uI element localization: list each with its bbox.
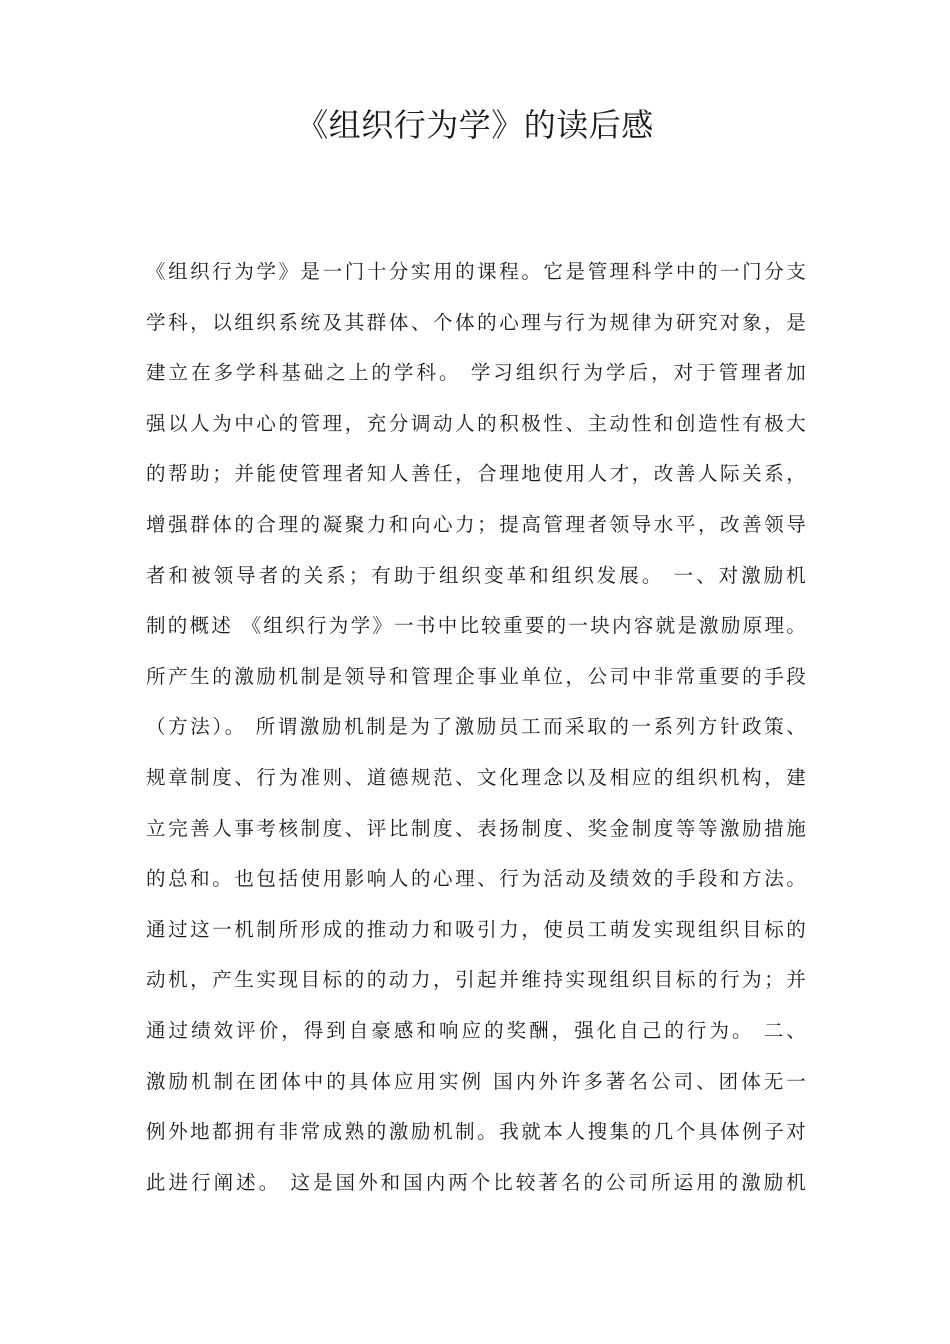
text-line: 建立在多学科基础之上的学科。 学习组织行为学后，对于管理者加 [146,361,806,385]
text-line: 激励机制在团体中的具体应用实例 国内外许多著名公司、团体无一 [146,1069,806,1093]
text-line: 所产生的激励机制是领导和管理企事业单位，公司中非常重要的手段 [146,664,806,688]
text-line: 《组织行为学》是一门十分实用的课程。它是管理科学中的一门分支 [146,260,806,283]
text-line: 的帮助；并能使管理者知人善任，合理地使用人才，改善人际关系， [146,462,806,486]
text-line: 通过这一机制所形成的推动力和吸引力，使员工萌发实现组织目标的 [146,917,806,941]
text-line: 动机，产生实现目标的的动力，引起并维持实现组织目标的行为；并 [146,968,806,992]
text-line: 立完善人事考核制度、评比制度、表扬制度、奖金制度等等激励措施 [146,816,806,840]
text-line: 通过绩效评价，得到自豪感和响应的奖酬，强化自己的行为。 二、 [146,1018,806,1042]
text-line: 增强群体的合理的凝聚力和向心力；提高管理者领导水平，改善领导 [146,512,806,536]
text-line: 例外地都拥有非常成熟的激励机制。我就本人搜集的几个具体例子对 [146,1120,806,1144]
text-line: 强以人为中心的管理，充分调动人的积极性、主动性和创造性有极大 [146,411,806,435]
text-line: 规章制度、行为准则、道德规范、文化理念以及相应的组织机构，建 [146,765,806,789]
text-line: （方法）。 所谓激励机制是为了激励员工而采取的一系列方针政策、 [146,715,806,739]
text-line: 者和被领导者的关系；有助于组织变革和组织发展。 一、对激励机 [146,563,806,587]
text-line: 制的概述 《组织行为学》一书中比较重要的一块内容就是激励原理。 [146,614,806,638]
text-line: 学科，以组织系统及其群体、个体的心理与行为规律为研究对象，是 [146,310,806,334]
document-title: 《组织行为学》的读后感 [296,106,654,144]
body-text [146,247,806,1208]
text-line: 此进行阐述。 这是国外和国内两个比较著名的公司所运用的激励机 [146,1170,806,1194]
text-line: 的总和。也包括使用影响人的心理、行为活动及绩效的手段和方法。 [146,867,806,891]
